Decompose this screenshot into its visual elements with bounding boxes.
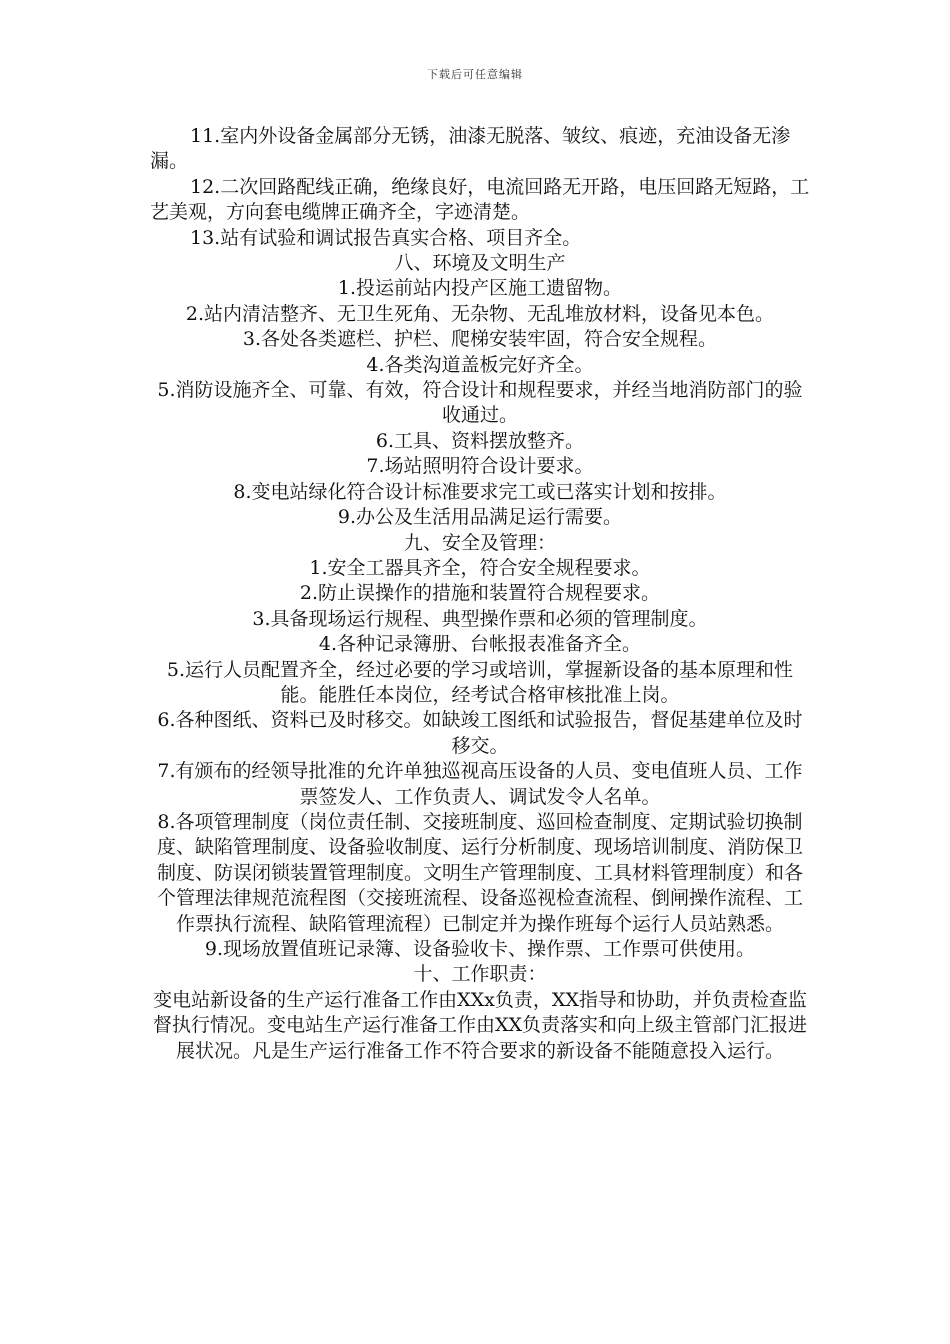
paragraph: 4.各种记录簿册、台帐报表准备齐全。 [318, 633, 642, 656]
paragraph: 十、工作职责： [413, 963, 547, 986]
paragraph: 九、安全及管理： [403, 531, 556, 554]
paragraph: 3.具备现场运行规程、典型操作票和必须的管理制度。 [252, 607, 708, 630]
paragraph: 8.变电站绿化符合设计标准要求完工或已落实计划和按排。 [233, 480, 727, 503]
paragraph: 2.站内清洁整齐、无卫生死角、无杂物、无乱堆放材料，设备见本色。 [185, 302, 775, 325]
paragraph: 7.场站照明符合设计要求。 [366, 455, 594, 478]
paragraph: 1.安全工器具齐全，符合安全规程要求。 [309, 556, 651, 579]
document-body [150, 124, 810, 1064]
paragraph: 9.办公及生活用品满足运行需要。 [337, 506, 623, 529]
paragraph: 13.站有试验和调试报告真实合格、项目齐全。 [190, 226, 582, 249]
paragraph: 7.有颁布的经领导批准的允许单独巡视高压设备的人员、变电值班人员、工作票签发人、工作负责人、调试发令人名单。 [157, 760, 803, 808]
paragraph: 12.二次回路配线正确，绝缘良好，电流回路无开路，电压回路无短路，工艺美观，方向套电缆牌正确齐全，字迹清楚。 [150, 175, 810, 224]
paragraph: 变电站新设备的生产运行准备工作由XXx负责，XX指导和协助，并负责检查监督执行情况。变电站生产运行准备工作由XX负责落实和向上级主管部门汇报进展状况。凡是生产运行准备工作不符合要求的新设备不能随意投入运行。 [152, 988, 808, 1062]
paragraph: 3.各处各类遮栏、护栏、爬梯安装牢固，符合安全规程。 [242, 328, 718, 351]
paragraph: 八、环境及文明生产 [394, 252, 566, 275]
paragraph: 9.现场放置值班记录簿、设备验收卡、操作票、工作票可供使用。 [204, 938, 756, 960]
paragraph: 6.各种图纸、资料已及时移交。如缺竣工图纸和试验报告，督促基建单位及时移交。 [157, 709, 803, 757]
paragraph: 2.防止误操作的措施和装置符合规程要求。 [299, 582, 661, 605]
paragraph: 11.室内外设备金属部分无锈，油漆无脱落、皱纹、痕迹，充油设备无渗漏。 [150, 125, 791, 173]
paragraph: 1.投运前站内投产区施工遗留物。 [337, 277, 623, 300]
paragraph: 4.各类沟道盖板完好齐全。 [366, 353, 594, 376]
paragraph: 6.工具、资料摆放整齐。 [375, 429, 585, 452]
paragraph: 5.消防设施齐全、可靠、有效，符合设计和规程要求，并经当地消防部门的验收通过。 [157, 379, 803, 427]
paragraph: 8.各项管理制度（岗位责任制、交接班制度、巡回检查制度、定期试验切换制度、缺陷管理制度、设备验收制度、运行分析制度、现场培训制度、消防保卫制度、防误闭锁装置管理制度。文明生产管理制度、工具材料管理制度）和各个管理法律规范流程图（交接班流程、设备巡视检查流程、倒闸操作流程、工作票执行流程、缺陷管理流程）已制定并为操作班每个运行人员站熟悉。 [156, 810, 803, 935]
page-header-note: 下载后可任意编辑 [427, 68, 523, 81]
paragraph: 5.运行人员配置齐全，经过必要的学习或培训，掌握新设备的基本原理和性能。能胜任本岗位，经考试合格审核批准上岗。 [166, 658, 794, 706]
